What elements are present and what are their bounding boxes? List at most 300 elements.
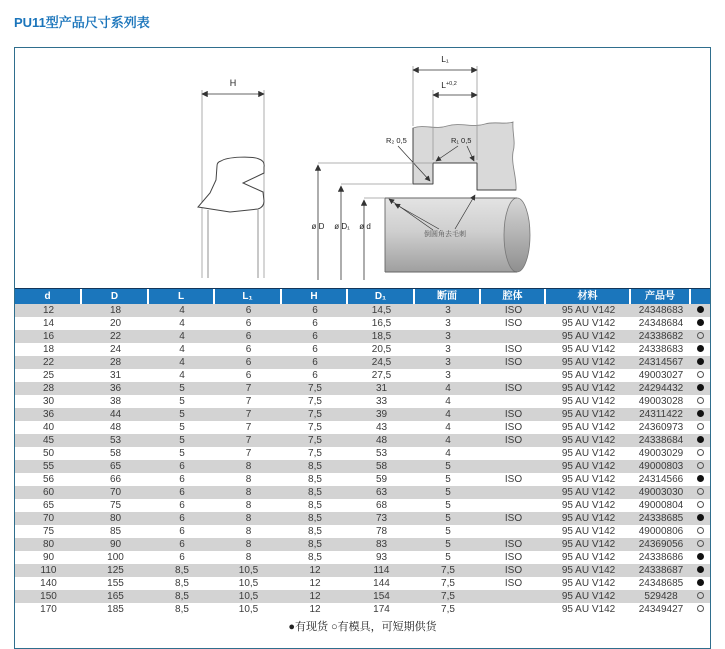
cell-d: 65	[42, 500, 55, 511]
cell-H: 8,5	[308, 474, 322, 485]
in-stock-dot-icon	[697, 553, 704, 560]
cell-D1: 39	[375, 409, 388, 420]
column-header: 产品号	[631, 289, 691, 304]
cell-D: 44	[109, 409, 122, 420]
cell-d: 150	[40, 591, 57, 602]
in-stock-dot-icon	[697, 358, 704, 365]
mold-available-dot-icon	[697, 540, 704, 547]
table-header-row	[15, 289, 710, 304]
cell-D1: 174	[373, 604, 390, 615]
cell-cavity	[481, 525, 546, 538]
cell-D: 90	[109, 539, 122, 550]
cell-H: 7,5	[308, 435, 322, 446]
cell-material: 95 AU V142	[561, 578, 616, 589]
cell-material: 95 AU V142	[561, 500, 616, 511]
deburr-note: 倒圆角去毛刺	[424, 231, 466, 238]
cell-material: 95 AU V142	[561, 383, 616, 394]
cell-L: 4	[179, 331, 185, 342]
cell-H: 6	[312, 331, 318, 342]
cell-D: 22	[109, 331, 122, 342]
cell-section: 7,5	[441, 604, 455, 615]
cell-material: 95 AU V142	[561, 357, 616, 368]
cell-D1: 78	[375, 526, 388, 537]
column-header: L	[149, 289, 215, 304]
cell-L1: 7	[245, 435, 252, 446]
cell-H: 6	[312, 344, 318, 355]
cell-section: 5	[445, 474, 451, 485]
cell-H: 8,5	[308, 526, 322, 537]
cell-D: 48	[109, 422, 122, 433]
cell-H: 7,5	[308, 409, 322, 420]
cell-H: 6	[312, 305, 318, 316]
cell-cavity	[481, 499, 546, 512]
seal-profile-shape	[198, 157, 264, 212]
cell-D1: 63	[375, 487, 388, 498]
cell-d: 60	[42, 487, 55, 498]
cell-d: 50	[42, 448, 55, 459]
cell-D: 165	[107, 591, 124, 602]
cell-L1: 8	[245, 526, 252, 537]
availability-cell	[691, 382, 710, 395]
cell-L: 8,5	[175, 578, 189, 589]
availability-cell	[691, 512, 710, 525]
cell-cavity: ISO	[504, 344, 523, 355]
cell-material: 95 AU V142	[561, 526, 616, 537]
availability-cell	[691, 551, 710, 564]
cell-L: 4	[179, 318, 185, 329]
cell-material: 95 AU V142	[561, 422, 616, 433]
cell-L1: 7	[245, 396, 252, 407]
cell-section: 4	[445, 422, 451, 433]
cell-L: 5	[179, 422, 185, 433]
mold-available-dot-icon	[697, 592, 704, 599]
cell-material: 95 AU V142	[561, 435, 616, 446]
cell-L: 8,5	[175, 604, 189, 615]
cell-L: 8,5	[175, 565, 189, 576]
cell-L: 4	[179, 370, 185, 381]
cell-section: 3	[445, 331, 451, 342]
cell-D1: 154	[373, 591, 390, 602]
cell-material: 95 AU V142	[561, 344, 616, 355]
cell-product: 24338686	[638, 552, 684, 563]
table-row	[15, 434, 710, 447]
cell-material: 95 AU V142	[561, 318, 616, 329]
cell-section: 3	[445, 305, 451, 316]
cell-cavity: ISO	[504, 305, 523, 316]
cell-material: 95 AU V142	[561, 552, 616, 563]
cell-L: 4	[179, 357, 185, 368]
cell-D1: 93	[375, 552, 388, 563]
cell-section: 5	[445, 513, 451, 524]
cell-d: 25	[42, 370, 55, 381]
cell-L: 6	[179, 526, 185, 537]
seal-profile-figure	[198, 78, 264, 278]
cell-product: 49000806	[638, 526, 684, 537]
mold-available-dot-icon	[697, 501, 704, 508]
cell-d: 12	[42, 305, 55, 316]
cell-L1: 10,5	[238, 565, 259, 576]
dia-D-label: ø D	[311, 222, 325, 231]
cell-material: 95 AU V142	[561, 305, 616, 316]
cell-d: 16	[42, 331, 55, 342]
cell-L1: 6	[245, 331, 252, 342]
availability-cell	[691, 447, 710, 460]
cell-section: 4	[445, 435, 451, 446]
cell-L1: 6	[245, 318, 252, 329]
column-header: 材料	[546, 289, 631, 304]
mold-available-dot-icon	[697, 488, 704, 495]
cell-D: 58	[109, 448, 122, 459]
cell-product: 49003028	[638, 396, 684, 407]
cell-product: 24311422	[639, 409, 683, 420]
column-header: L₁	[215, 289, 282, 304]
table-row	[15, 577, 710, 590]
cell-H: 8,5	[308, 513, 322, 524]
cell-product: 24349427	[638, 604, 684, 615]
cell-D: 85	[109, 526, 122, 537]
availability-cell	[691, 603, 710, 616]
cell-H: 7,5	[308, 448, 322, 459]
column-header: D	[82, 289, 149, 304]
cell-L: 5	[179, 435, 185, 446]
page-title: PU11型产品尺寸系列表	[14, 15, 150, 30]
cell-D1: 16,5	[371, 318, 392, 329]
cell-product: 24338682	[638, 331, 684, 342]
cell-d: 18	[42, 344, 55, 355]
in-stock-dot-icon	[697, 319, 704, 326]
cell-cavity	[481, 603, 546, 616]
cell-D: 65	[109, 461, 122, 472]
cell-product: 24314566	[638, 474, 684, 485]
cell-cavity	[481, 486, 546, 499]
cell-material: 95 AU V142	[561, 409, 616, 420]
cell-product: 24360973	[638, 422, 684, 433]
table-row	[15, 499, 710, 512]
cell-D1: 83	[375, 539, 388, 550]
cell-D1: 144	[373, 578, 390, 589]
availability-cell	[691, 369, 710, 382]
cell-material: 95 AU V142	[561, 448, 616, 459]
cell-product: 529428	[644, 591, 678, 602]
mold-available-dot-icon	[697, 462, 704, 469]
cell-product: 24348685	[638, 578, 684, 589]
availability-cell	[691, 460, 710, 473]
cell-material: 95 AU V142	[561, 539, 616, 550]
cell-product: 24348684	[638, 318, 684, 329]
cell-D1: 59	[375, 474, 388, 485]
cell-L: 6	[179, 539, 185, 550]
availability-cell	[691, 564, 710, 577]
cell-D: 28	[109, 357, 122, 368]
cell-d: 28	[42, 383, 55, 394]
table-row	[15, 590, 710, 603]
cell-L1: 8	[245, 487, 252, 498]
cell-material: 95 AU V142	[561, 487, 616, 498]
radius-r2-label: R₂ 0,5	[386, 136, 407, 145]
seal-technical-drawing	[15, 48, 710, 288]
cell-L: 5	[179, 448, 185, 459]
cell-product: 24294432	[638, 383, 684, 394]
cell-D1: 24,5	[371, 357, 392, 368]
availability-cell	[691, 395, 710, 408]
cell-section: 4	[445, 383, 451, 394]
cell-D: 100	[107, 552, 124, 563]
cell-product: 24314567	[638, 357, 684, 368]
cell-cavity: ISO	[504, 318, 523, 329]
cell-L: 4	[179, 305, 185, 316]
availability-cell	[691, 421, 710, 434]
cell-H: 7,5	[308, 383, 322, 394]
cell-L: 6	[179, 461, 185, 472]
cell-D1: 114	[373, 565, 390, 576]
table-body	[15, 304, 710, 616]
cell-H: 7,5	[308, 422, 322, 433]
cell-L1: 7	[245, 383, 252, 394]
dia-d-label: ø d	[359, 222, 371, 231]
availability-cell	[691, 356, 710, 369]
cell-d: 22	[42, 357, 55, 368]
cell-L: 4	[179, 344, 185, 355]
cell-section: 3	[445, 318, 451, 329]
cell-section: 7,5	[441, 591, 455, 602]
table-row	[15, 473, 710, 486]
cell-section: 5	[445, 487, 451, 498]
in-stock-dot-icon	[697, 579, 704, 586]
cell-H: 6	[312, 318, 318, 329]
cell-d: 45	[42, 435, 55, 446]
table-row	[15, 551, 710, 564]
mold-available-dot-icon	[697, 423, 704, 430]
cell-L1: 10,5	[238, 591, 259, 602]
cell-H: 8,5	[308, 500, 322, 511]
table-row	[15, 343, 710, 356]
cell-H: 12	[309, 565, 321, 576]
cell-D1: 33	[375, 396, 388, 407]
cell-H: 6	[312, 370, 318, 381]
mold-available-dot-icon	[697, 371, 704, 378]
cell-L1: 8	[245, 461, 252, 472]
cell-D1: 53	[375, 448, 388, 459]
availability-cell	[691, 434, 710, 447]
cell-section: 4	[445, 409, 451, 420]
column-header: 腔体	[481, 289, 546, 304]
table-row	[15, 538, 710, 551]
cell-product: 49003029	[638, 448, 684, 459]
cell-H: 6	[312, 357, 318, 368]
cell-D1: 43	[375, 422, 388, 433]
cell-product: 24348683	[638, 305, 684, 316]
cell-L: 5	[179, 409, 185, 420]
table-row	[15, 512, 710, 525]
cell-section: 4	[445, 448, 451, 459]
cell-d: 170	[40, 604, 57, 615]
cell-D1: 68	[375, 500, 388, 511]
cell-product: 24338685	[638, 513, 684, 524]
cell-cavity: ISO	[504, 539, 523, 550]
in-stock-dot-icon	[697, 384, 704, 391]
cell-material: 95 AU V142	[561, 370, 616, 381]
availability-cell	[691, 473, 710, 486]
cell-H: 8,5	[308, 539, 322, 550]
mold-available-dot-icon	[697, 527, 704, 534]
cell-section: 5	[445, 552, 451, 563]
cell-cavity: ISO	[504, 409, 523, 420]
cell-section: 3	[445, 357, 451, 368]
radius-r1-label: R₁ 0,5	[451, 136, 472, 145]
in-stock-dot-icon	[697, 410, 704, 417]
cell-d: 55	[42, 461, 55, 472]
table-row	[15, 330, 710, 343]
cell-cavity: ISO	[504, 565, 523, 576]
availability-cell	[691, 317, 710, 330]
column-header: D₁	[348, 289, 415, 304]
availability-cell	[691, 525, 710, 538]
cell-L: 6	[179, 500, 185, 511]
cell-D1: 20,5	[371, 344, 392, 355]
cell-L: 6	[179, 513, 185, 524]
cell-cavity: ISO	[504, 357, 523, 368]
cell-product: 49000803	[638, 461, 684, 472]
cell-H: 8,5	[308, 461, 322, 472]
cell-D: 24	[109, 344, 122, 355]
cell-cavity	[481, 590, 546, 603]
cell-D: 185	[107, 604, 124, 615]
cell-material: 95 AU V142	[561, 604, 616, 615]
cell-D: 80	[109, 513, 122, 524]
cell-D: 38	[109, 396, 122, 407]
cell-D: 66	[109, 474, 122, 485]
in-stock-dot-icon	[697, 345, 704, 352]
cell-D1: 48	[375, 435, 388, 446]
cell-D: 125	[107, 565, 124, 576]
cell-D: 18	[109, 305, 122, 316]
cell-H: 12	[309, 578, 321, 589]
mold-available-dot-icon	[697, 332, 704, 339]
cell-L1: 6	[245, 357, 252, 368]
cell-cavity: ISO	[504, 552, 523, 563]
cell-H: 8,5	[308, 487, 322, 498]
cell-H: 12	[309, 604, 321, 615]
cell-cavity: ISO	[504, 383, 523, 394]
cell-product: 24338683	[638, 344, 684, 355]
cell-D: 36	[109, 383, 122, 394]
cell-section: 3	[445, 344, 451, 355]
cell-D1: 27,5	[371, 370, 392, 381]
table-row	[15, 486, 710, 499]
table-row	[15, 304, 710, 317]
cell-D1: 14,5	[371, 305, 392, 316]
table-row	[15, 603, 710, 616]
cell-L: 5	[179, 396, 185, 407]
table-row	[15, 447, 710, 460]
table-row	[15, 369, 710, 382]
cell-L1: 8	[245, 552, 252, 563]
cell-D1: 18,5	[371, 331, 392, 342]
cell-section: 3	[445, 370, 451, 381]
content-frame	[14, 47, 711, 649]
table-row	[15, 356, 710, 369]
cell-D1: 31	[375, 383, 388, 394]
table-row	[15, 564, 710, 577]
dia-D1-label: ø D₁	[334, 222, 350, 231]
cell-material: 95 AU V142	[561, 461, 616, 472]
availability-legend: ●有现货 ○有模具，可短期供货	[288, 621, 437, 633]
cell-cavity: ISO	[504, 578, 523, 589]
cell-d: 70	[42, 513, 55, 524]
availability-cell	[691, 577, 710, 590]
cell-L1: 10,5	[238, 578, 259, 589]
cell-D: 53	[109, 435, 122, 446]
cell-D: 75	[109, 500, 122, 511]
cell-d: 56	[42, 474, 55, 485]
cell-material: 95 AU V142	[561, 513, 616, 524]
in-stock-dot-icon	[697, 436, 704, 443]
cell-L: 8,5	[175, 591, 189, 602]
cell-L: 6	[179, 474, 185, 485]
mold-available-dot-icon	[697, 397, 704, 404]
cell-section: 4	[445, 396, 451, 407]
availability-cell	[691, 538, 710, 551]
cell-L: 6	[179, 552, 185, 563]
cell-cavity: ISO	[504, 422, 523, 433]
cell-product: 49003030	[638, 487, 684, 498]
table-row	[15, 317, 710, 330]
cell-D: 31	[109, 370, 122, 381]
cell-cavity: ISO	[504, 474, 523, 485]
availability-cell	[691, 343, 710, 356]
availability-cell	[691, 330, 710, 343]
availability-cell	[691, 408, 710, 421]
cell-L1: 8	[245, 500, 252, 511]
cell-L1: 8	[245, 539, 252, 550]
cell-d: 90	[42, 552, 55, 563]
column-header: H	[282, 289, 348, 304]
cell-L1: 6	[245, 344, 252, 355]
cell-cavity	[481, 330, 546, 343]
cell-section: 5	[445, 539, 451, 550]
cell-cavity	[481, 460, 546, 473]
cell-cavity	[481, 369, 546, 382]
cell-L1: 6	[245, 305, 252, 316]
cell-H: 7,5	[308, 396, 322, 407]
cell-d: 30	[42, 396, 55, 407]
cell-product: 24369056	[638, 539, 684, 550]
in-stock-dot-icon	[697, 306, 704, 313]
cell-L: 6	[179, 487, 185, 498]
cell-section: 7,5	[441, 565, 455, 576]
cell-D: 20	[109, 318, 122, 329]
dimension-table	[15, 288, 710, 616]
dim-l1-label: L₁	[441, 54, 449, 64]
cell-section: 5	[445, 526, 451, 537]
table-row	[15, 395, 710, 408]
cell-cavity: ISO	[504, 435, 523, 446]
availability-cell	[691, 590, 710, 603]
cell-L1: 8	[245, 474, 252, 485]
cell-material: 95 AU V142	[561, 565, 616, 576]
in-stock-dot-icon	[697, 475, 704, 482]
mold-available-dot-icon	[697, 449, 704, 456]
cell-d: 75	[42, 526, 55, 537]
cell-L1: 10,5	[238, 604, 259, 615]
column-header: 断面	[415, 289, 481, 304]
cell-H: 8,5	[308, 552, 322, 563]
in-stock-dot-icon	[697, 514, 704, 521]
cell-L1: 7	[245, 422, 252, 433]
cell-L1: 6	[245, 370, 252, 381]
cell-product: 24338687	[638, 565, 684, 576]
column-header: d	[15, 289, 82, 304]
